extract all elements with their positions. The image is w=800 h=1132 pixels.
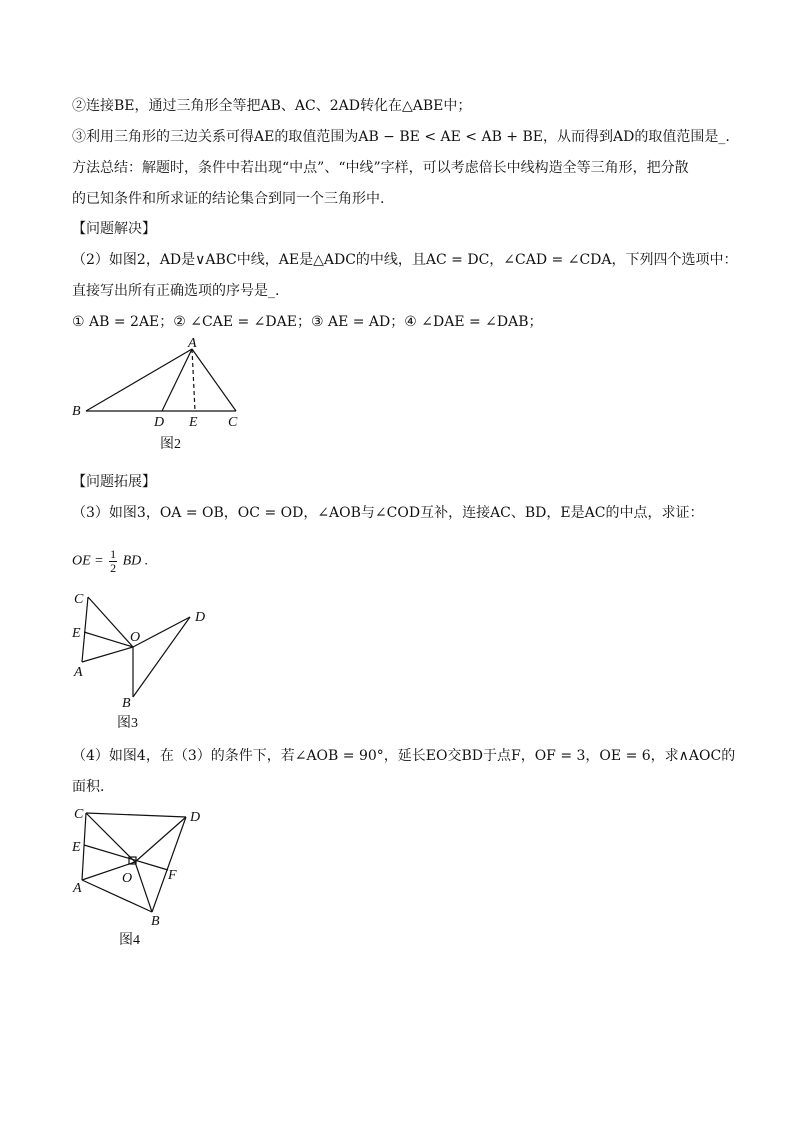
fig4-label-D: D <box>190 810 201 825</box>
fig4-label-F: F <box>168 868 177 883</box>
eq-lhs: OE = <box>72 553 104 569</box>
question-4-text-cont: 面积. <box>72 779 105 795</box>
figure-3-caption: 图3 <box>117 716 138 731</box>
question-2-text: （2）如图2，AD是∨ABC中线，AE是△ADC的中线，且AC = DC，∠CAD = ∠CDA，下列四个选项中： <box>72 252 738 268</box>
step-2-text: ②连接BE，通过三角形全等把AB、AC、2AD转化在△ABE中； <box>72 98 472 114</box>
fig2-label-E: E <box>189 415 198 430</box>
question-4-text: （4）如图4，在（3）的条件下，若∠AOB = 90°，延长EO交BD于点F，OF = 3，OE = 6，求∧AOC的 <box>72 748 736 764</box>
section-heading-problem-extension: 【问题拓展】 <box>72 474 156 490</box>
figure-2-caption: 图2 <box>160 437 181 452</box>
fig3-label-D: D <box>195 610 206 625</box>
step-3-text: ③利用三角形的三边关系可得AE的取值范围为AB − BE < AE < AB + BE，从而得到AD的取值范围是_. <box>72 129 730 145</box>
eq-fraction <box>109 548 117 575</box>
fig2-label-B: B <box>72 404 81 419</box>
question-2-instruction: 直接写出所有正确选项的序号是_. <box>72 283 280 299</box>
eq-fraction-denominator: 2 <box>110 561 117 575</box>
fig2-label-A: A <box>188 336 197 351</box>
method-summary-line-2: 的已知条件和所求证的结论集合到同一个三角形中. <box>72 191 385 207</box>
fig3-label-B: B <box>122 696 131 711</box>
fig3-label-C: C <box>74 592 84 607</box>
fig4-label-C: C <box>74 807 84 822</box>
figure-4-caption: 图4 <box>119 933 140 948</box>
fig4-label-A: A <box>73 881 82 896</box>
question-3-equation <box>72 548 148 575</box>
fig3-label-O: O <box>130 630 141 645</box>
fig3-label-E: E <box>72 626 81 641</box>
method-summary-line-1: 方法总结：解题时，条件中若出现“中点”、“中线”字样，可以考虑倍长中线构造全等三角形，把分散 <box>72 160 689 176</box>
question-2-options: ① AB = 2AE；② ∠CAE = ∠DAE；③ AE = AD；④ ∠DAE = ∠DAB； <box>72 314 543 330</box>
eq-fraction-numerator: 1 <box>110 547 117 561</box>
fig4-label-B: B <box>151 914 160 929</box>
question-3-text: （3）如图3，OA = OB，OC = OD，∠AOB与∠COD互补，连接AC、BD，E是AC的中点，求证： <box>72 505 704 521</box>
eq-rhs: BD . <box>122 553 149 569</box>
fig2-label-C: C <box>228 415 238 430</box>
fig4-label-O: O <box>122 871 133 886</box>
fig4-label-E: E <box>72 840 81 855</box>
fig3-label-A: A <box>74 665 83 680</box>
section-heading-problem-solving: 【问题解决】 <box>72 221 156 237</box>
fig2-label-D: D <box>154 415 165 430</box>
